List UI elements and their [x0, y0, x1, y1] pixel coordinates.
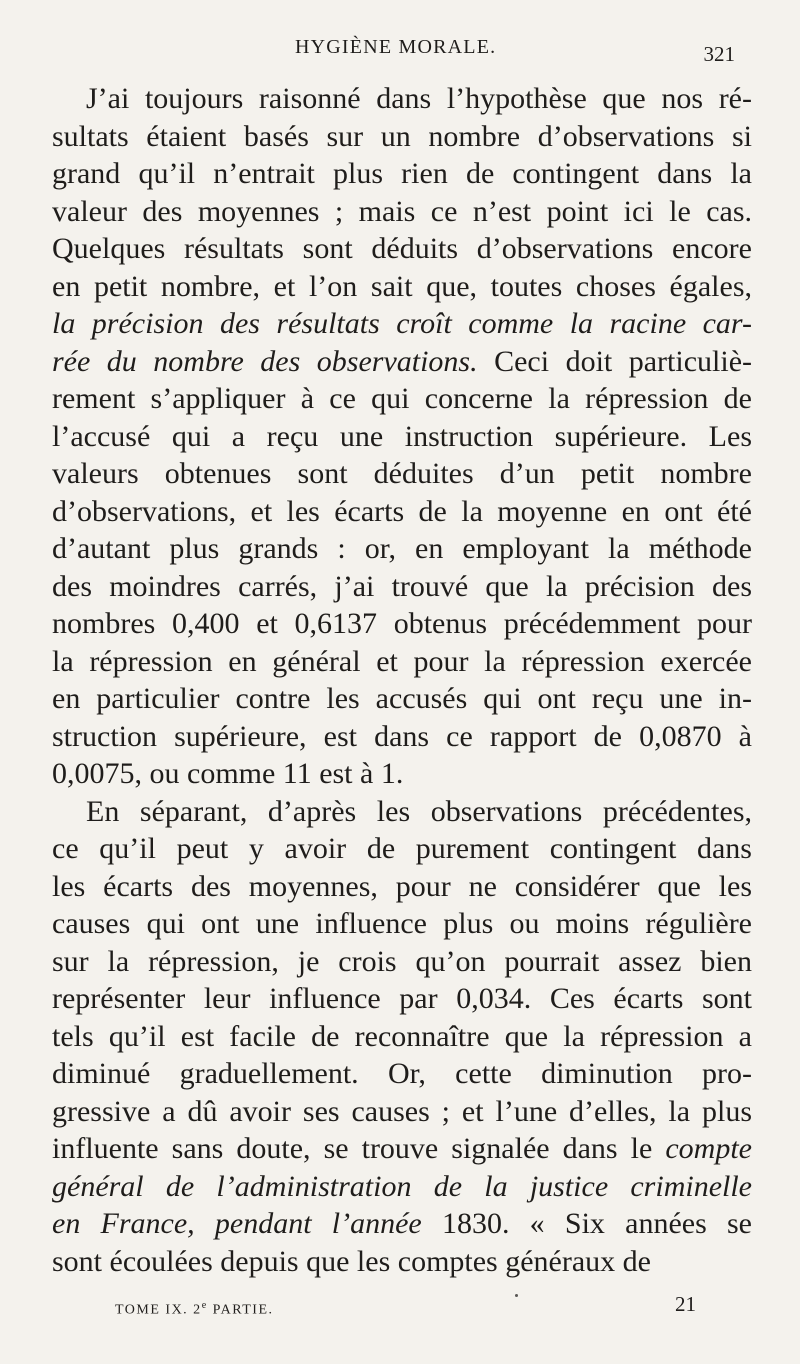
- text-line: [52, 230, 752, 268]
- text-segment: l’accusé qui a reçu une instruction supérieure. Les: [52, 419, 752, 453]
- text-line: [52, 905, 752, 943]
- text-line: [52, 193, 752, 231]
- text-segment: sont écoulées depuis que les comptes généraux de: [52, 1244, 651, 1278]
- text-segment: des moindres carrés, j’ai trouvé que la précision des: [52, 569, 752, 603]
- text-line: [52, 568, 752, 606]
- text-line: [52, 943, 752, 981]
- text-segment: 1830. « Six années se: [421, 1207, 752, 1240]
- page-header: [55, 36, 745, 76]
- text-segment: les écarts des moyennes, pour ne considérer que les: [52, 869, 752, 903]
- text-segment: Quelques résultats sont déduits d’observations encore: [52, 232, 752, 265]
- text-line: [52, 155, 752, 193]
- signature-number: 21: [675, 1292, 696, 1316]
- italic-segment: général de l’administration de la justice criminelle: [52, 1169, 752, 1203]
- text-line: [52, 1205, 752, 1243]
- text-segment: diminué graduellement. Or, cette diminution pro-: [52, 1057, 752, 1090]
- text-segment: sur la répression, je crois qu’on pourrait assez bien: [52, 944, 752, 978]
- text-segment: d’observations, et les écarts de la moyenne en ont été: [52, 494, 752, 528]
- page-footer: [115, 1290, 715, 1320]
- italic-segment: en France, pendant l’année: [52, 1207, 422, 1240]
- text-line: [52, 868, 752, 906]
- text-segment: struction supérieure, est dans ce rapport de 0,0870 à: [52, 719, 752, 753]
- text-segment: grand qu’il n’entrait plus rien de contingent dans la: [52, 157, 752, 190]
- page-number: 321: [703, 42, 735, 66]
- body-text: [52, 80, 752, 1280]
- italic-segment: la précision des résultats croît comme la racine car-: [52, 307, 752, 340]
- text-line: [52, 643, 752, 681]
- text-line: [52, 1130, 752, 1168]
- text-line: [52, 455, 752, 493]
- text-segment: nombres 0,400 et 0,6137 obtenus précédemment pour: [52, 607, 752, 640]
- text-line: [52, 268, 752, 306]
- text-line: [52, 980, 752, 1018]
- text-line: [52, 830, 752, 868]
- text-line: [52, 380, 752, 418]
- text-line: [52, 418, 752, 456]
- text-segment: rement s’appliquer à ce qui concerne la répression de: [52, 382, 752, 415]
- text-line: [52, 605, 752, 643]
- text-line: [52, 1093, 752, 1131]
- italic-segment: rée du nombre des observations.: [52, 344, 478, 378]
- text-segment: en particulier contre les accusés qui ont reçu une in-: [52, 682, 752, 715]
- text-line: [52, 793, 752, 831]
- text-line: [52, 755, 752, 793]
- text-segment: valeurs obtenues sont déduites d’un petit nombre: [52, 457, 752, 490]
- text-segment: tels qu’il est facile de reconnaître que la répression a: [52, 1019, 752, 1053]
- text-line: [52, 1018, 752, 1056]
- text-line: [52, 343, 752, 381]
- text-segment: valeur des moyennes ; mais ce n’est point ici le cas.: [52, 194, 752, 228]
- text-line: [52, 1243, 752, 1281]
- text-line: [52, 118, 752, 156]
- text-line: [52, 1055, 752, 1093]
- text-segment: en petit nombre, et l’on sait que, toutes choses égales,: [52, 269, 752, 303]
- text-line: [52, 1168, 752, 1206]
- text-line: [52, 80, 752, 118]
- italic-segment: compte: [665, 1132, 752, 1165]
- text-segment: représenter leur influence par 0,034. Ces écarts sont: [52, 982, 752, 1015]
- text-line: [52, 530, 752, 568]
- print-dot: [515, 1294, 518, 1297]
- text-segment: la répression en général et pour la répression exercée: [52, 644, 752, 678]
- text-line: [52, 680, 752, 718]
- text-line: [52, 718, 752, 756]
- text-segment: influente sans doute, se trouve signalée dans le: [52, 1132, 666, 1165]
- text-segment: sultats étaient basés sur un nombre d’observations si: [52, 119, 752, 153]
- text-segment: d’autant plus grands : or, en employant la méthode: [52, 532, 752, 565]
- text-line: [52, 305, 752, 343]
- text-segment: ce qu’il peut y avoir de purement contingent dans: [52, 832, 752, 865]
- text-segment: En séparant, d’après les observations précédentes,: [86, 794, 752, 828]
- running-title: HYGIÈNE MORALE.: [295, 36, 497, 58]
- signature-mark: TOME IX. 2e PARTIE.: [115, 1300, 274, 1318]
- text-segment: 0,0075, ou comme 11 est à 1.: [52, 757, 404, 790]
- text-line: [52, 493, 752, 531]
- text-segment: gressive a dû avoir ses causes ; et l’une d’elles, la plus: [52, 1094, 752, 1128]
- text-segment: Ceci doit particuliè-: [477, 344, 752, 378]
- text-segment: J’ai toujours raisonné dans l’hypothèse que nos ré-: [86, 82, 752, 115]
- text-segment: causes qui ont une influence plus ou moins régulière: [52, 907, 752, 940]
